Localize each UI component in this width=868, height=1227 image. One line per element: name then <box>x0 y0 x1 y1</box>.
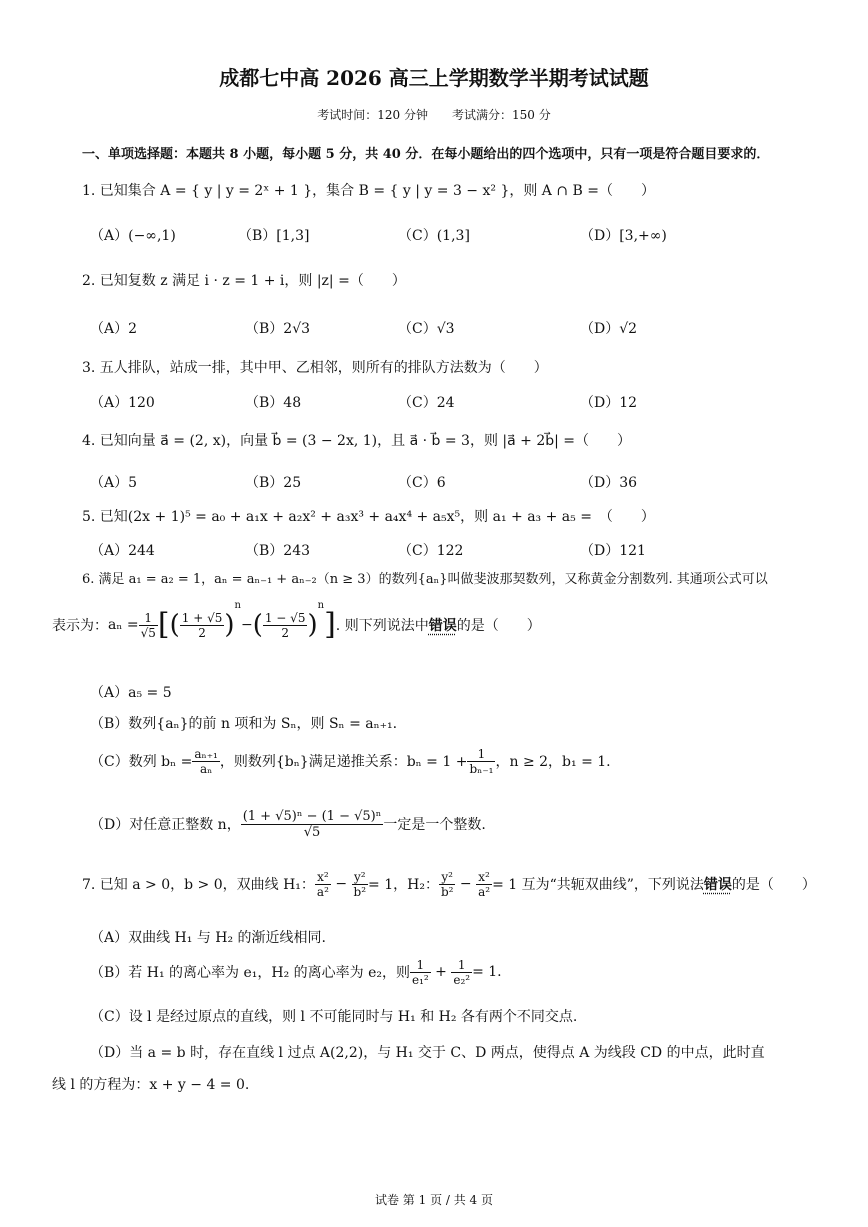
q5-option-b: （B）243 <box>245 543 311 559</box>
question-1-stem: 1. 已知集合 A = { y | y = 2ˣ + 1 }，集合 B = { y | y = 3 − x² }，则 A ∩ B =（ ） <box>82 183 656 199</box>
q4-option-b: （B）25 <box>245 475 302 491</box>
q1-option-a: （A）(−∞,1) <box>90 228 176 244</box>
q4-option-c: （C）6 <box>398 475 446 491</box>
q3-option-a: （A）120 <box>90 395 155 411</box>
q3-option-c: （C）24 <box>398 395 455 411</box>
q6-c-fraction: $\frac{\text{aₙ₊₁}}{\text{aₙ}}$ <box>194 746 218 776</box>
question-7-stem: 7. 已知 a > 0，b > 0，双曲线 H₁： $\frac{\text{x²}}{\text{a²}}$ − $\frac{\text{y²}}{\text{b²}}$ = 1，H₂： $\frac{\text{y²}}{\text{b²}}$ − $\frac{\text{x²}}{\text{a²}}$ = 1 互为“共轭双曲线”，下列说法 错误 的是（ ） <box>82 869 816 899</box>
q6-emphasis-wrong: 错误 <box>428 618 457 634</box>
q1-option-c: （C）(1,3] <box>398 228 470 244</box>
question-6-line1: 6. 满足 a₁ = a₂ = 1，aₙ = aₙ₋₁ + aₙ₋₂（n ≥ 3）的数列{aₙ}叫做斐波那契数列，又称黄金分割数列. 其通项公式可以 <box>82 572 768 587</box>
q6-formula-lhs: aₙ = <box>108 617 139 633</box>
q7-option-d-line2: 线 l 的方程为：x + y − 4 = 0. <box>52 1077 250 1093</box>
q6-open-bracket: [ <box>157 607 170 642</box>
q3-option-b: （B）48 <box>245 395 302 411</box>
q2-option-d: （D）√2 <box>580 321 638 337</box>
q7-b-term1: $\frac{1}{\text{e₁²}}$ <box>411 957 429 987</box>
q6-prompt-end: 的是（ ） <box>456 618 541 634</box>
q7-option-d-line1: （D）当 a = b 时，存在直线 l 过点 A(2,2)，与 H₁ 交于 C、D 两点，使得点 A 为线段 CD 的中点，此时直 <box>90 1045 765 1061</box>
q7-option-a: （A）双曲线 H₁ 与 H₂ 的渐近线相同. <box>90 930 327 946</box>
question-5-stem: 5. 已知(2x + 1)⁵ = a₀ + a₁x + a₂x² + a₃x³ + a₄x⁴ + a₅x⁵，则 a₁ + a₃ + a₅ = （ ） <box>82 509 655 525</box>
q2-option-c: （C）√3 <box>398 321 455 337</box>
q6-c-fraction-2: $\frac{1}{\text{bₙ₋₁}}$ <box>469 746 494 776</box>
q6-intro: 表示为： <box>52 618 108 634</box>
section-heading: 一、单项选择题：本题共 8 小题，每小题 5 分，共 40 分．在每小题给出的四个选项中，只有一项是符合题目要求的． <box>82 147 770 162</box>
page-footer: 试卷 第 1 页 / 共 4 页 <box>374 1193 493 1207</box>
q3-option-d: （D）12 <box>580 395 638 411</box>
q7-h2-term1: $\frac{\text{y²}}{\text{b²}}$ <box>440 869 454 899</box>
q6-option-b: （B）数列{aₙ}的前 n 项和为 Sₙ，则 Sₙ = aₙ₊₁. <box>90 716 398 732</box>
q6-minus: − <box>240 617 253 633</box>
q2-option-a: （A）2 <box>90 321 138 337</box>
q6-option-d: （D）对任意正整数 n， $\frac{\text{(1 + √5)ⁿ − (1 − √5)ⁿ}}{√5}$ 一定是一个整数. <box>90 808 486 840</box>
q2-option-b: （B）2√3 <box>245 321 311 337</box>
q7-h1-term2: $\frac{\text{y²}}{\text{b²}}$ <box>353 869 367 899</box>
q6-option-a: （A）a₅ = 5 <box>90 685 172 701</box>
q6-fraction-coef: $\frac{1}{√5}$ <box>140 610 156 640</box>
q6-d-fraction: $\frac{\text{(1 + √5)ⁿ − (1 − √5)ⁿ}}{√5}$ <box>242 808 382 840</box>
q6-close-bracket: ] <box>324 607 336 642</box>
q5-option-c: （C）122 <box>398 543 464 559</box>
q6-power-a: n <box>234 600 241 611</box>
q6-fraction-b: $\frac{1 - √5}{2}$ <box>264 610 306 640</box>
q6-option-c: （C）数列 bₙ = $\frac{\text{aₙ₊₁}}{\text{aₙ}}$ ，则数列{bₙ}满足递推关系：bₙ = 1 + $\frac{1}{\text{bₙ₋₁}}$ ，n ≥ 2，b₁ = 1. <box>90 746 611 776</box>
q7-h1-term1: $\frac{\text{x²}}{\text{a²}}$ <box>316 869 329 899</box>
exam-info: 考试时间：120 分钟 考试满分：150 分 <box>317 108 551 122</box>
exam-title: 成都七中高 2026 高三上学期数学半期考试试题 <box>219 66 649 90</box>
q4-option-d: （D）36 <box>580 475 638 491</box>
question-2-stem: 2. 已知复数 z 满足 i · z = 1 + i，则 |z| =（ ） <box>82 273 406 289</box>
q7-h2-term2: $\frac{\text{x²}}{\text{a²}}$ <box>478 869 491 899</box>
q7-emphasis-wrong: 错误 <box>703 877 732 893</box>
q7-option-c: （C）设 l 是经过原点的直线，则 l 不可能同时与 H₁ 和 H₂ 各有两个不同交点. <box>90 1009 578 1025</box>
q6-prompt: . 则下列说法中 <box>335 618 429 634</box>
q5-option-d: （D）121 <box>580 543 646 559</box>
question-3-stem: 3. 五人排队，站成一排，其中甲、乙相邻，则所有的排队方法数为（ ） <box>82 360 548 376</box>
q1-option-d: （D）[3,+∞) <box>580 228 667 244</box>
q6-power-b: n <box>317 600 325 611</box>
question-6-line2: 表示为： aₙ = $\frac{1}{√5}$ [ ( $\frac{1 + √5}{2}$ ) $^n$ − ( $\frac{1 - √5}{2}$ ) $^n$ ] . 则下列说法中 错误 的是（ ） <box>52 600 541 642</box>
q5-option-a: （A）244 <box>90 543 155 559</box>
q7-b-term2: $\frac{1}{\text{e₂²}}$ <box>453 957 471 987</box>
q7-option-b: （B）若 H₁ 的离心率为 e₁，H₂ 的离心率为 e₂，则 $\frac{1}{\text{e₁²}}$ + $\frac{1}{\text{e₂²}}$ = 1. <box>90 957 502 987</box>
q4-option-a: （A）5 <box>90 475 138 491</box>
question-4-stem: 4. 已知向量 a⃗ = (2, x)，向量 b⃗ = (3 − 2x, 1)，且 a⃗ · b⃗ = 3，则 |a⃗ + 2b⃗| =（ ） <box>82 433 632 449</box>
q6-fraction-a: $\frac{1 + √5}{2}$ <box>181 610 223 640</box>
q1-option-b: （B）[1,3] <box>238 228 310 244</box>
